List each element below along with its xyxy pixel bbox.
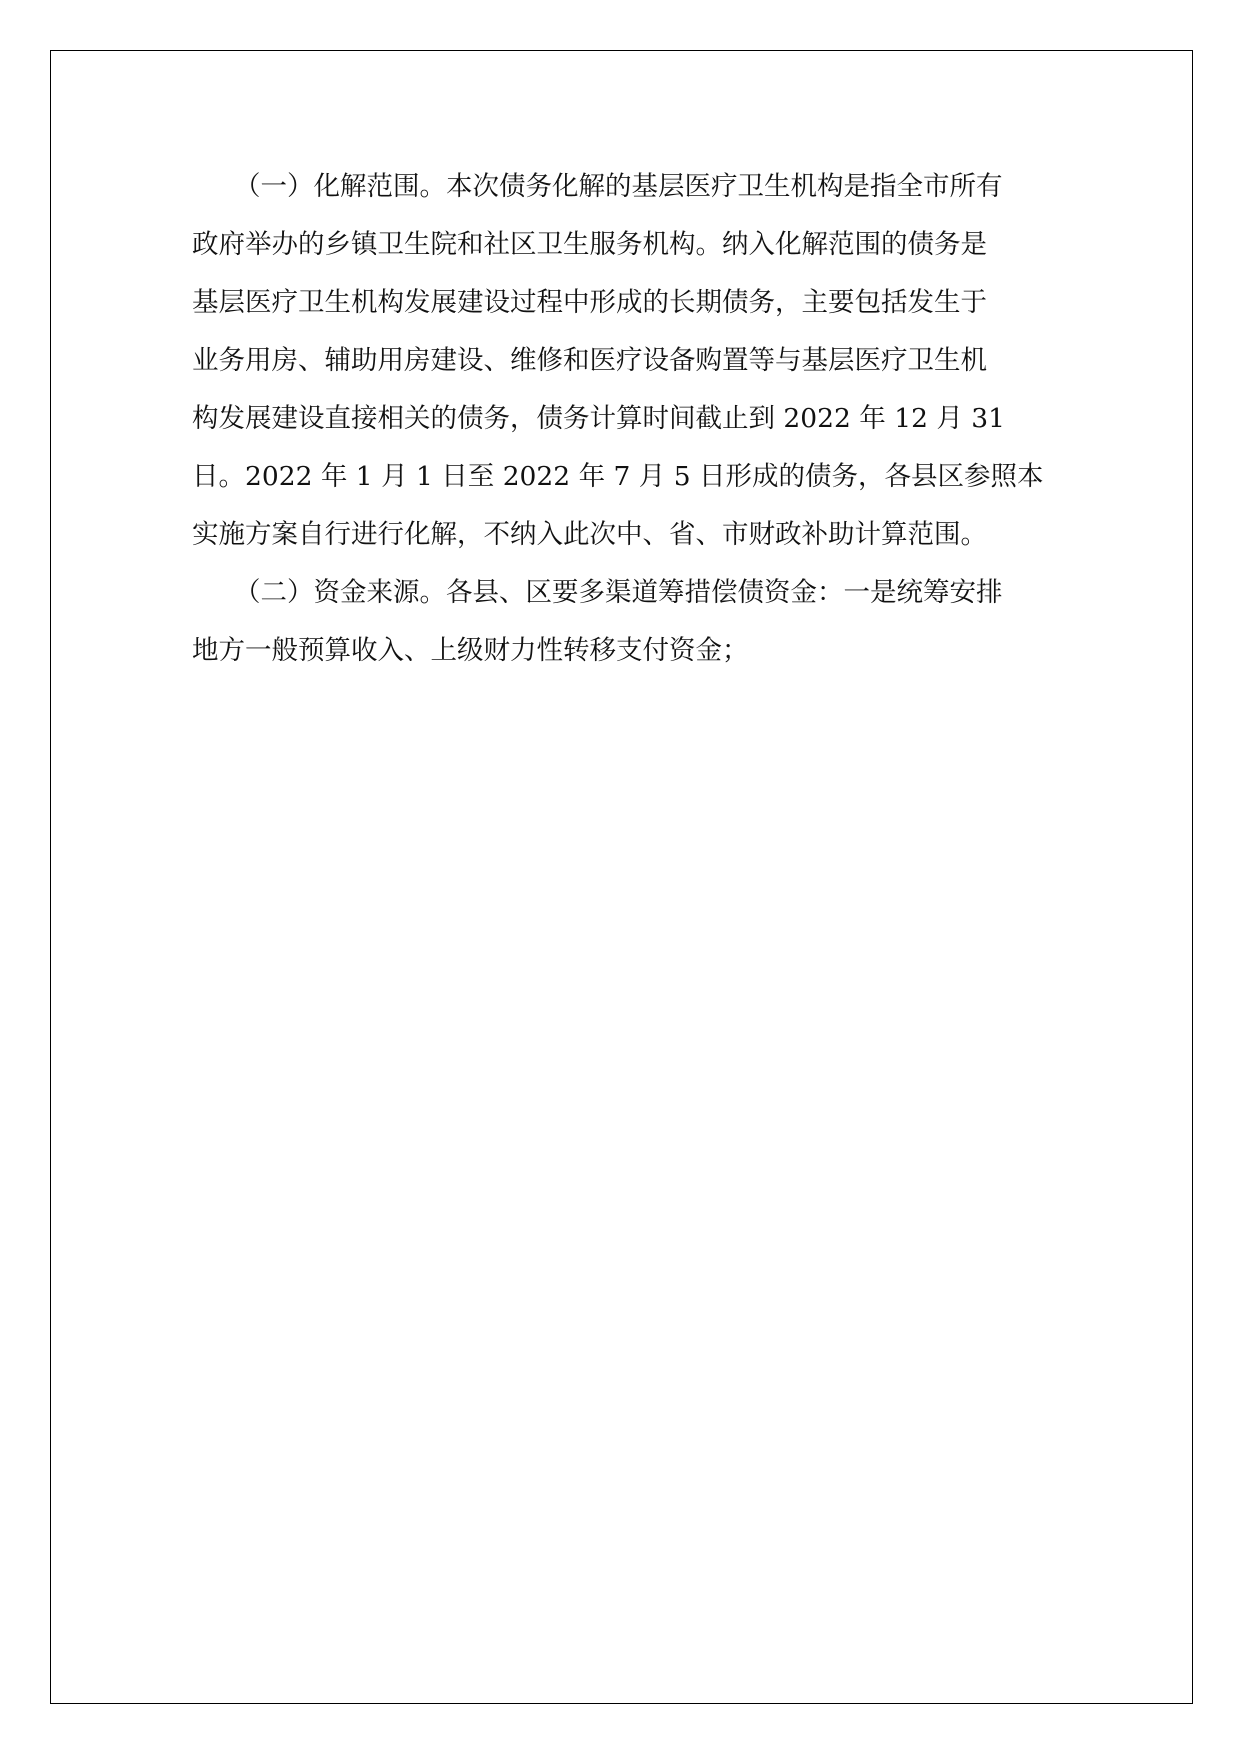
paragraph-2-line-2: 地方一般预算收入、上级财力性转移支付资金； xyxy=(192,635,749,666)
paragraph-1-line-6: 日。2022 年 1 月 1 日至 2022 年 7 月 5 日形成的债务，各县区参照本 xyxy=(192,461,1044,492)
paragraph-2-line-1: （二）资金来源。各县、区要多渠道筹措偿债资金：一是统筹安排 xyxy=(234,577,1003,608)
paragraph-1-line-2: 政府举办的乡镇卫生院和社区卫生服务机构。纳入化解范围的债务是 xyxy=(192,229,987,260)
paragraph-1-line-4: 业务用房、辅助用房建设、维修和医疗设备购置等与基层医疗卫生机 xyxy=(192,345,987,376)
document-body xyxy=(192,158,1062,680)
paragraph-1-line-5: 构发展建设直接相关的债务，债务计算时间截止到 2022 年 12 月 31 xyxy=(192,403,1005,434)
paragraph-1-line-7: 实施方案自行进行化解，不纳入此次中、省、市财政补助计算范围。 xyxy=(192,519,987,550)
paragraph-1-line-3: 基层医疗卫生机构发展建设过程中形成的长期债务，主要包括发生于 xyxy=(192,287,987,318)
paragraph-1-line-1: （一）化解范围。本次债务化解的基层医疗卫生机构是指全市所有 xyxy=(234,171,1003,202)
